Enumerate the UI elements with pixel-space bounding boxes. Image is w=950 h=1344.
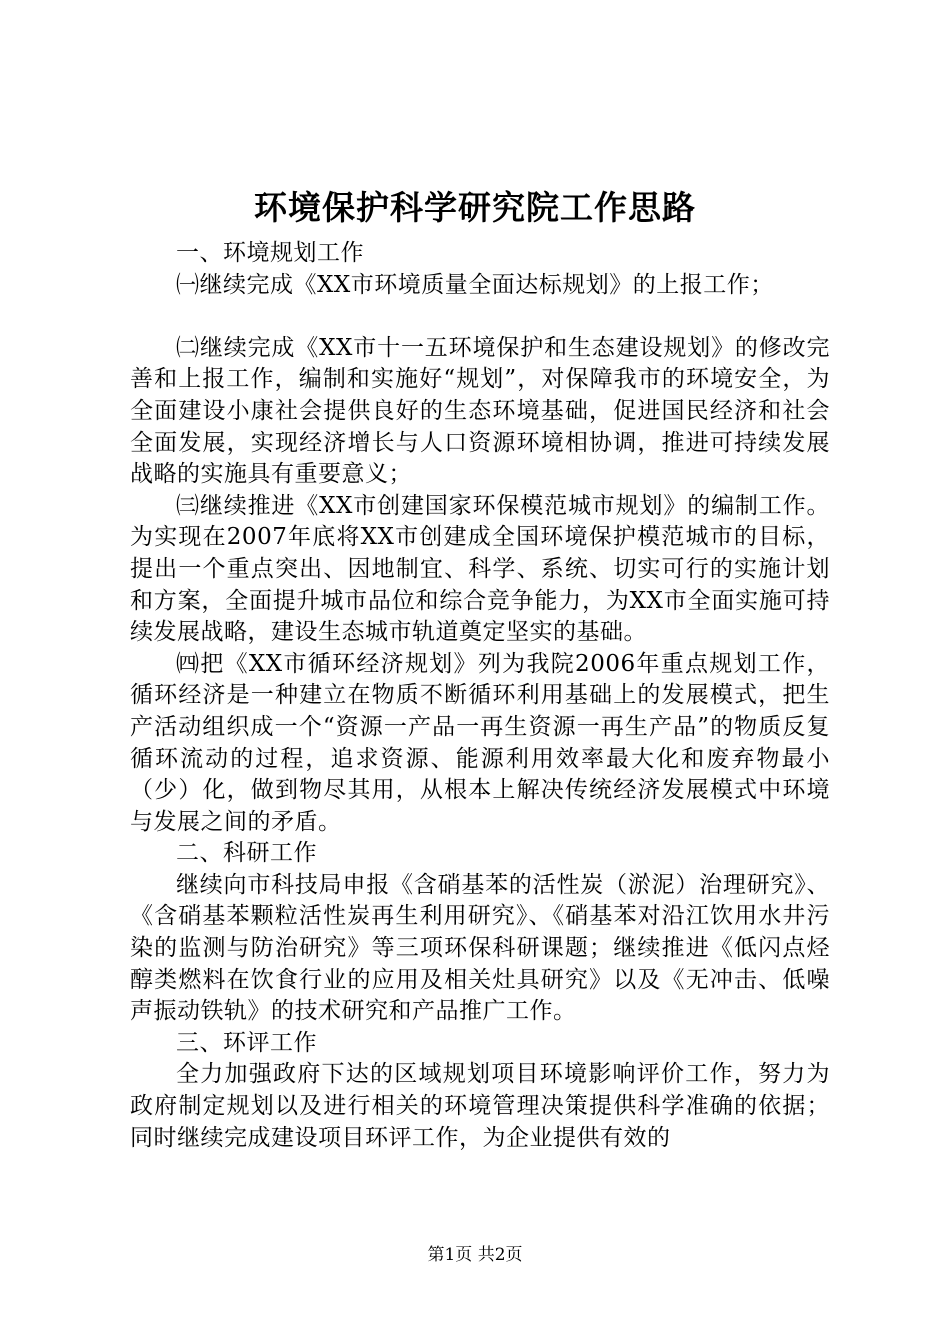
section-heading-planning: 一、环境规划工作 bbox=[176, 240, 364, 266]
section-heading-research: 二、科研工作 bbox=[176, 840, 317, 867]
paragraph-research: 继续向市科技局申报《含硝基苯的活性炭（淤泥）治理研究》、《含硝基苯颗粒活性炭再生利用研究》、《硝基苯对沿江饮用水井污染的监测与防治研究》等三项环保科研课题；继续推进《低闪点烃醇类燃料在饮食行业的应用及相关灶具研究》以及《无冲击、低噪声振动铁轨》的技术研究和产品推广工作。 bbox=[130, 871, 830, 1025]
document-body bbox=[130, 238, 830, 1154]
paragraph-item-4: ㈣把《XX市循环经济规划》列为我院2006年重点规划工作，循环经济是一种建立在物质不断循环利用基础上的发展模式，把生产活动组织成一个“资源一产品一再生资源一再生产品”的物质反复循环流动的过程，追求资源、能源利用效率最大化和废弃物最小（少）化，做到物尽其用，从根本上解决传统经济发展模式中环境与发展之间的矛盾。 bbox=[130, 650, 830, 835]
paragraph-item-2: ㈡继续完成《XX市十一五环境保护和生态建设规划》的修改完善和上报工作，编制和实施好“规划”，对保障我市的环境安全，为全面建设小康社会提供良好的生态环境基础，促进国民经济和社会全面发展，实现经济增长与人口资源环境相协调，推进可持续发展战略的实施具有重要意义； bbox=[130, 334, 830, 488]
section-heading-assessment: 三、环评工作 bbox=[176, 1029, 317, 1056]
document-title: 环境保护科学研究院工作思路 bbox=[254, 188, 696, 227]
page-number-footer: 第1页 共2页 bbox=[427, 1245, 523, 1265]
paragraph-item-1: ㈠继续完成《XX市环境质量全面达标规划》的上报工作； bbox=[176, 271, 774, 298]
paragraph-item-3: ㈢继续推进《XX市创建国家环保模范城市规划》的编制工作。为实现在2007年底将XX市创建成全国环境保护模范城市的目标，提出一个重点突出、因地制宜、科学、系统、切实可行的实施计划和方案，全面提升城市品位和综合竞争能力，为XX市全面实施可持续发展战略，建设生态城市轨道奠定坚实的基础。 bbox=[130, 492, 830, 646]
paragraph-assessment: 全力加强政府下达的区域规划项目环境影响评价工作，努力为政府制定规划以及进行相关的环境管理决策提供科学准确的依据；同时继续完成建设项目环评工作，为企业提供有效的 bbox=[130, 1061, 830, 1151]
